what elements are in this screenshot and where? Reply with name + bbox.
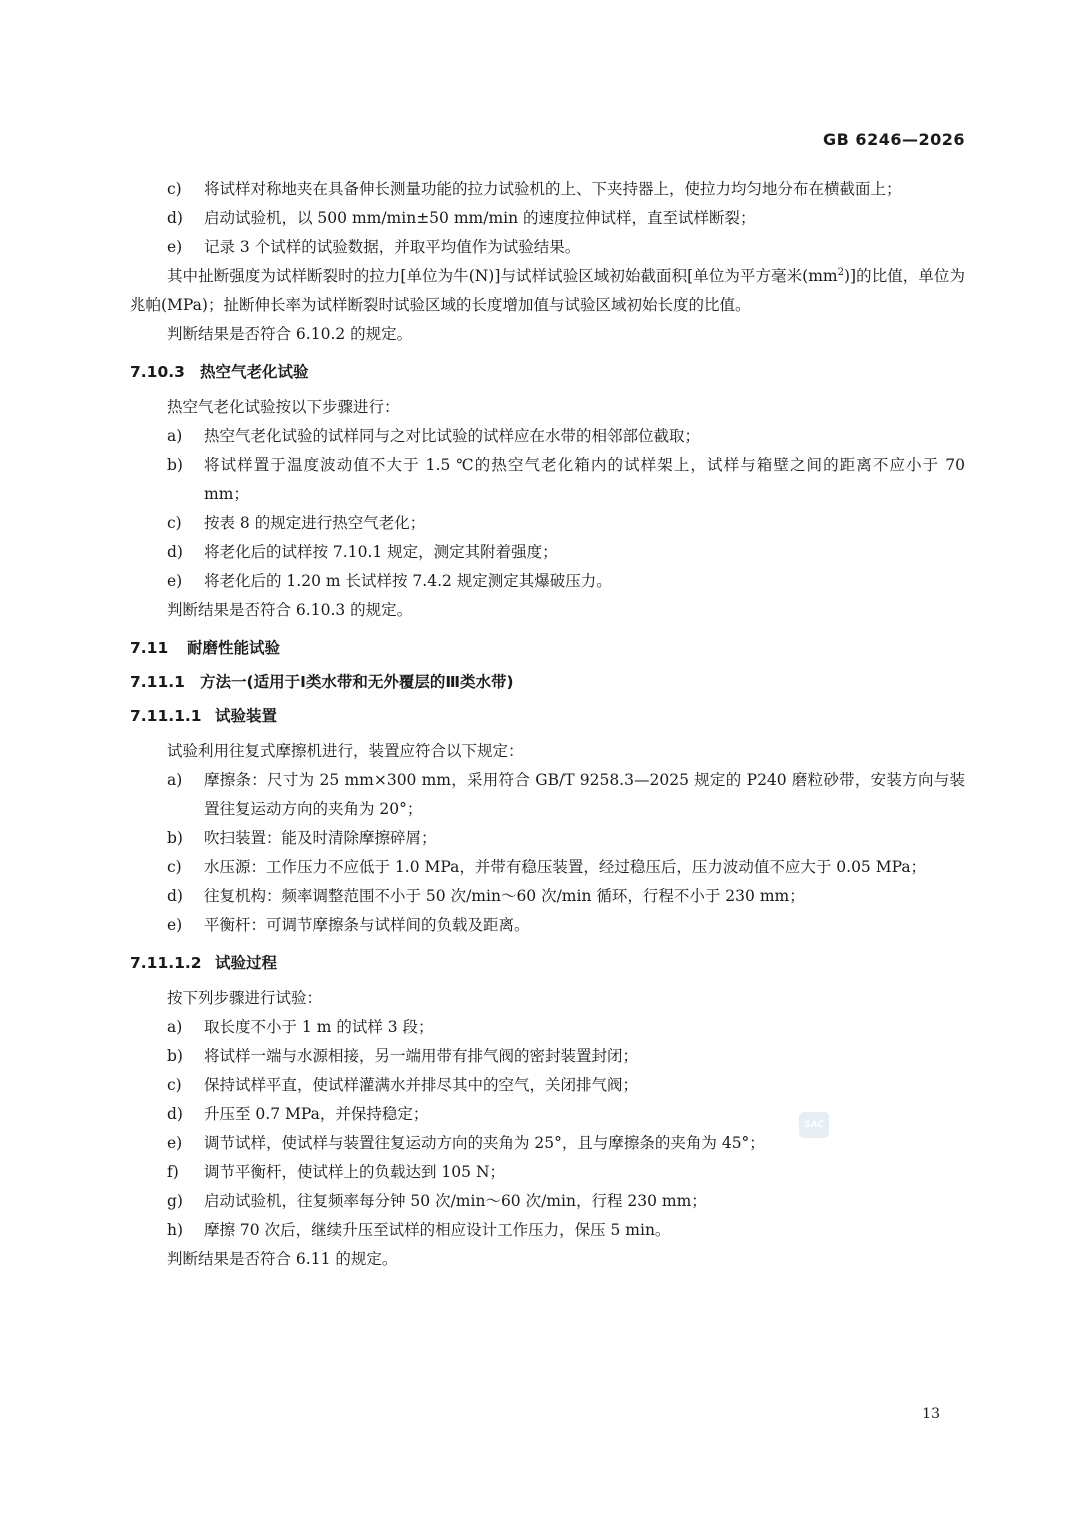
list-text: 升压至 0.7 MPa，并保持稳定； (204, 1105, 429, 1123)
list-text: 将试样一端与水源相接，另一端用带有排气阀的密封装置封闭； (204, 1047, 639, 1065)
list-label: b) (167, 456, 183, 474)
list-text: 启动试验机，以 500 mm/min±50 mm/min 的速度拉伸试样，直至试样断裂； (204, 209, 756, 227)
list-label: d) (167, 887, 183, 905)
list-text: 将老化后的试样按 7.10.1 规定，测定其附着强度； (204, 543, 558, 561)
list-item (167, 1042, 965, 1071)
judge-paragraph: 判断结果是否符合 6.11 的规定。 (167, 1250, 398, 1268)
list-label: b) (167, 1047, 183, 1065)
list-label: e) (167, 238, 183, 256)
definition-text-2: )]的比值，单位为兆帕(MPa)；扯断伸长率为试样断裂时试验区域的长度增加值与试验区域初始长度的比值。 (130, 267, 965, 314)
standard-code: GB 6246—2026 (823, 130, 965, 149)
section-number: 7.11.1.1 (130, 707, 202, 725)
section-heading-7-11-1-1 (130, 705, 965, 727)
section-heading-7-11-1-2 (130, 952, 965, 974)
list-item (167, 1129, 965, 1158)
list-item (167, 911, 965, 940)
list-item (167, 1158, 965, 1187)
list-item (167, 204, 965, 233)
list-text: 将老化后的 1.20 m 长试样按 7.4.2 规定测定其爆破压力。 (204, 572, 612, 590)
list-label: a) (167, 771, 183, 789)
list-label: e) (167, 1134, 183, 1152)
list-text: 按表 8 的规定进行热空气老化； (204, 514, 426, 532)
section-heading-7-11-1 (130, 671, 965, 693)
section-title: 方法一(适用于Ⅰ类水带和无外覆层的Ⅲ类水带) (200, 673, 514, 691)
list-item (167, 824, 965, 853)
section-title: 试验装置 (215, 707, 278, 725)
list-text: 水压源：工作压力不应低于 1.0 MPa，并带有稳压装置，经过稳压后，压力波动值不应大于 0.05 MPa； (204, 858, 927, 876)
list-text: 吹扫装置：能及时清除摩擦碎屑； (204, 829, 437, 847)
judge-paragraph: 判断结果是否符合 6.10.3 的规定。 (167, 601, 413, 619)
list-text: 将试样置于温度波动值不大于 1.5 ℃的热空气老化箱内的试样架上，试样与箱壁之间的距离不应小于 70 mm； (204, 456, 965, 503)
list-text: 启动试验机，往复频率每分钟 50 次/min～60 次/min，行程 230 mm； (204, 1192, 707, 1210)
list-item (167, 1187, 965, 1216)
list-item (167, 422, 965, 451)
list-text: 摩擦 70 次后，继续升压至试样的相应设计工作压力，保压 5 min。 (204, 1221, 671, 1239)
list-item (167, 853, 965, 882)
list-item (167, 1013, 965, 1042)
section-title: 耐磨性能试验 (187, 639, 281, 657)
list-text: 调节平衡杆，使试样上的负载达到 105 N； (204, 1163, 506, 1181)
definition-paragraph (130, 262, 965, 320)
list-label: f) (167, 1163, 179, 1181)
judge-paragraph: 判断结果是否符合 6.10.2 的规定。 (167, 325, 413, 343)
page-number: 13 (922, 1406, 940, 1422)
intro-paragraph: 热空气老化试验按以下步骤进行： (167, 398, 400, 416)
list-text: 调节试样，使试样与装置往复运动方向的夹角为 25°，且与摩擦条的夹角为 45°； (204, 1134, 765, 1152)
list-text: 热空气老化试验的试样同与之对比试验的试样应在水带的相邻部位截取； (204, 427, 701, 445)
list-label: d) (167, 209, 183, 227)
list-label: c) (167, 180, 182, 198)
list-item (167, 538, 965, 567)
watermark-text: SAC (804, 1120, 824, 1130)
sac-watermark-logo (799, 1112, 829, 1138)
list-text: 取长度不小于 1 m 的试样 3 段； (204, 1018, 434, 1036)
list-label: c) (167, 1076, 182, 1094)
definition-text-1: 其中扯断强度为试样断裂时的拉力[单位为牛(N)]与试样试验区域初始截面积[单位为平方毫米(mm (167, 267, 838, 285)
section-number: 7.11 (130, 639, 169, 657)
section-heading-7-10-3 (130, 361, 965, 383)
list-item (167, 1071, 965, 1100)
superscript: 2 (837, 266, 844, 278)
intro-paragraph: 按下列步骤进行试验： (167, 989, 323, 1007)
section-heading-7-11 (130, 637, 965, 659)
list-text: 平衡杆：可调节摩擦条与试样间的负载及距离。 (204, 916, 530, 934)
list-item (167, 233, 965, 262)
list-text: 摩擦条：尺寸为 25 mm×300 mm，采用符合 GB/T 9258.3—2025 规定的 P240 磨粒砂带，安装方向与装置往复运动方向的夹角为 20°； (204, 771, 965, 818)
list-label: d) (167, 1105, 183, 1123)
list-label: e) (167, 572, 183, 590)
list-item (167, 1100, 965, 1129)
list-item (167, 882, 965, 911)
list-text: 将试样对称地夹在具备伸长测量功能的拉力试验机的上、下夹持器上，使拉力均匀地分布在横截面上； (204, 180, 902, 198)
list-item (167, 1216, 965, 1245)
list-item (167, 175, 965, 204)
list-text: 记录 3 个试样的试验数据，并取平均值作为试验结果。 (204, 238, 581, 256)
list-label: c) (167, 514, 182, 532)
list-label: h) (167, 1221, 184, 1239)
list-text: 保持试样平直，使试样灌满水并排尽其中的空气，关闭排气阀； (204, 1076, 639, 1094)
list-label: c) (167, 858, 182, 876)
list-label: a) (167, 427, 183, 445)
list-item (167, 509, 965, 538)
list-label: b) (167, 829, 183, 847)
list-text: 往复机构：频率调整范围不小于 50 次/min～60 次/min 循环，行程不小于 230 mm； (204, 887, 805, 905)
intro-paragraph: 试验利用往复式摩擦机进行，装置应符合以下规定： (167, 742, 524, 760)
section-number: 7.11.1.2 (130, 954, 202, 972)
list-label: e) (167, 916, 183, 934)
list-label: a) (167, 1018, 183, 1036)
list-label: d) (167, 543, 183, 561)
section-number: 7.11.1 (130, 673, 185, 691)
list-label: g) (167, 1192, 183, 1210)
list-item (167, 567, 965, 596)
list-item (167, 451, 965, 509)
section-number: 7.10.3 (130, 363, 185, 381)
section-title: 热空气老化试验 (200, 363, 309, 381)
list-item (167, 766, 965, 824)
section-title: 试验过程 (215, 954, 278, 972)
page-content (130, 175, 965, 1274)
